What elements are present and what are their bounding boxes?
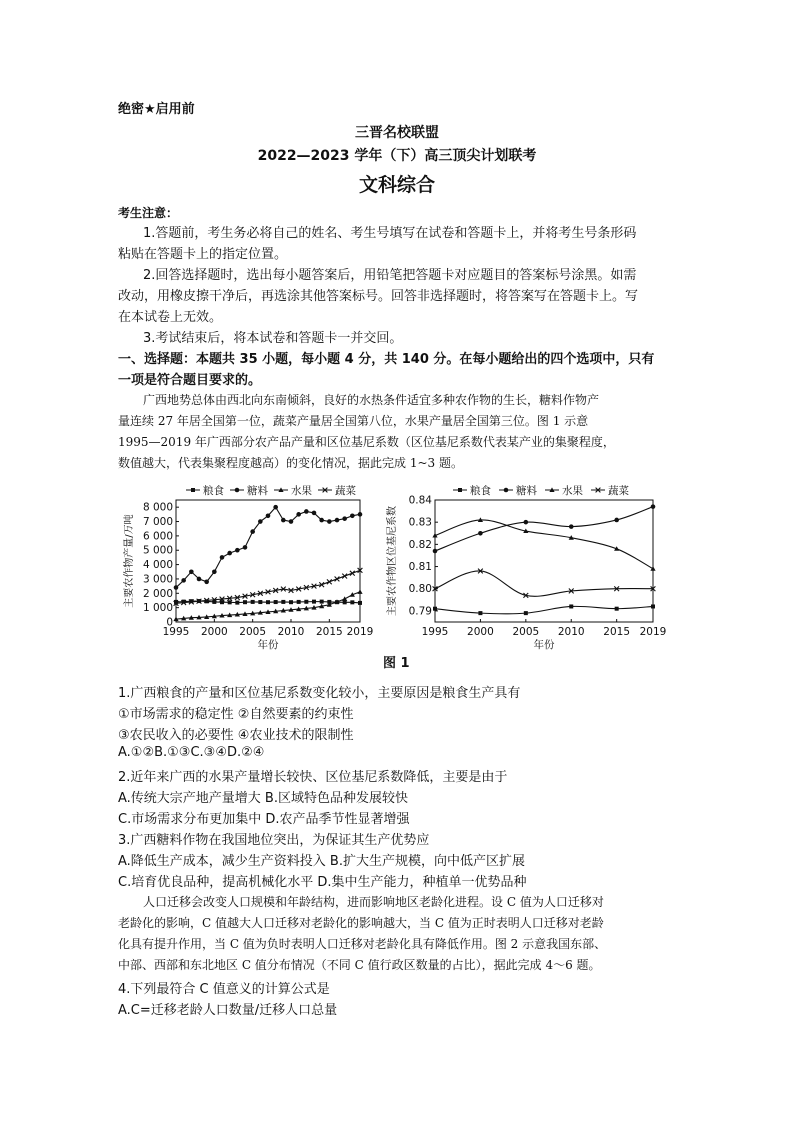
legend-label: 糖料 — [516, 485, 537, 497]
material-line: 人口迁移会改变人口规模和年龄结构，进而影响地区老龄化进程。设 C 值为人口迁移对 — [143, 895, 604, 909]
data-point — [350, 571, 355, 576]
data-point — [289, 600, 293, 604]
y-tick-label: 0.81 — [408, 561, 432, 574]
x-tick-label: 1995 — [162, 626, 190, 638]
x-tick-label: 2010 — [557, 626, 585, 638]
data-point — [266, 513, 271, 518]
legend-label: 水果 — [291, 485, 312, 497]
notice-title: 考生注意： — [118, 206, 179, 220]
data-point — [335, 577, 340, 582]
notice-line: 2.回答选择题时，选出每小题答案后，用铅笔把答题卡对应题目的答案标号涂黑。如需 — [143, 268, 637, 283]
series-line-蔬菜 — [435, 571, 653, 596]
question-stem: 1.广西粮食的产量和区位基尼系数变化较小，主要原因是粮食生产具有 — [118, 686, 521, 701]
series-line-水果 — [176, 592, 360, 619]
question-option: ①市场需求的稳定性 ②自然要素的约束性 — [118, 707, 354, 722]
series-line-水果 — [435, 520, 653, 569]
notice-line: 在本试卷上无效。 — [118, 310, 223, 325]
data-point — [650, 566, 655, 571]
data-point — [258, 600, 262, 604]
data-point — [251, 600, 255, 604]
data-point — [524, 520, 529, 525]
x-tick-label: 2005 — [239, 626, 267, 638]
data-point — [266, 600, 270, 604]
y-axis-label: 主要农作物产量/万吨 — [124, 514, 135, 608]
data-point — [312, 511, 317, 516]
legend-marker — [458, 488, 462, 492]
data-point — [204, 580, 209, 585]
data-point — [297, 600, 301, 604]
y-tick-label: 0.80 — [408, 583, 432, 596]
legend-label: 水果 — [562, 485, 583, 497]
data-point — [243, 600, 247, 604]
legend-label: 蔬菜 — [608, 485, 629, 497]
material-line: 1995—2019 年广西部分农产品产量和区位基尼系数（区位基尼系数代表某产业的集聚程度， — [118, 435, 615, 449]
data-point — [281, 600, 285, 604]
data-point — [312, 600, 316, 604]
x-axis-label: 年份 — [257, 639, 279, 651]
legend-label: 糖料 — [247, 485, 268, 497]
data-point — [243, 545, 248, 550]
gini-chart — [383, 478, 673, 654]
org-title: 三晋名校联盟 — [355, 125, 439, 141]
data-point — [327, 579, 332, 584]
data-point — [258, 519, 263, 524]
data-point — [289, 519, 294, 524]
data-point — [478, 531, 483, 536]
legend-label: 粮食 — [203, 485, 224, 497]
data-point — [189, 569, 194, 574]
section-heading: 一、选择题：本题共 35 小题，每小题 4 分，共 140 分。在每小题给出的四个选项中，只有 — [118, 352, 655, 367]
y-tick-label: 2 000 — [142, 587, 173, 600]
plot-frame — [435, 500, 653, 622]
series-line-粮食 — [435, 606, 653, 613]
production-chart — [120, 478, 374, 654]
legend-label: 蔬菜 — [335, 485, 356, 497]
data-point — [228, 600, 232, 604]
data-point — [569, 604, 573, 608]
notice-line: 粘贴在答题卡上的指定位置。 — [118, 247, 288, 262]
data-point — [319, 518, 324, 523]
data-point — [250, 529, 255, 534]
x-tick-label: 2005 — [512, 626, 540, 638]
question-option: C.培育优良品种，提高机械化水平 D.集中生产能力，种植单一优势品种 — [118, 875, 527, 890]
data-point — [197, 577, 202, 582]
material-line: 化具有提升作用，当 C 值为负时表明人口迁移对老龄化具有降低作用。图 2 示意我国东部、 — [118, 937, 607, 951]
y-tick-label: 3 000 — [142, 573, 173, 586]
data-point — [212, 569, 217, 574]
material-line: 老龄化的影响，C 值越大人口迁移对老龄化的影响越大，当 C 值为正时表明人口迁移对老龄 — [118, 916, 604, 930]
x-tick-label: 2019 — [639, 626, 667, 638]
secret-label: 绝密★启用前 — [118, 102, 195, 117]
data-point — [651, 604, 655, 608]
data-point — [274, 600, 278, 604]
legend-marker — [235, 488, 240, 493]
legend-marker — [504, 488, 509, 493]
y-tick-label: 0.82 — [408, 538, 432, 551]
notice-line: 改动，用橡皮擦干净后，再选涂其他答案标号。回答非选择题时，将答案写在答题卡上。写 — [118, 289, 639, 304]
data-point — [342, 574, 347, 579]
x-axis-label: 年份 — [533, 639, 555, 651]
question-option: C.市场需求分布更加集中 D.农产品季节性显著增强 — [118, 812, 410, 827]
data-point — [614, 518, 619, 523]
data-point — [350, 600, 354, 604]
data-point — [235, 601, 239, 605]
notice-line: 3.考试结束后，将本试卷和答题卡一并交回。 — [143, 331, 403, 346]
data-point — [615, 607, 619, 611]
question-option: A.C=迁移老龄人口数量/迁移人口总量 — [118, 1003, 338, 1018]
legend-label: 粮食 — [470, 485, 491, 497]
figure-caption: 图 1 — [383, 656, 410, 671]
y-tick-label: 0 — [166, 616, 173, 629]
material-line: 量连续 27 年居全国第一位，蔬菜产量居全国第八位，水果产量居全国第三位。图 1 示意 — [118, 414, 589, 428]
data-point — [304, 600, 308, 604]
exam-title: 2022—2023 学年（下）高三顶尖计划联考 — [257, 148, 537, 164]
data-point — [227, 551, 232, 556]
material-line: 数值越大，代表集聚程度越高）的变化情况，据此完成 1~3 题。 — [118, 456, 463, 470]
data-point — [524, 611, 528, 615]
data-point — [181, 578, 186, 583]
data-point — [296, 512, 301, 517]
data-point — [358, 601, 362, 605]
y-tick-label: 7 000 — [142, 516, 173, 529]
data-point — [350, 513, 355, 518]
x-tick-label: 2010 — [277, 626, 305, 638]
y-tick-label: 1 000 — [142, 602, 173, 615]
data-point — [342, 516, 347, 521]
data-point — [335, 518, 340, 523]
x-tick-label: 2000 — [200, 626, 228, 638]
data-point — [357, 589, 362, 594]
question-stem: 2.近年来广西的水果产量增长较快、区位基尼系数降低，主要是由于 — [118, 770, 508, 785]
series-line-蔬菜 — [176, 570, 360, 603]
y-tick-label: 0.83 — [408, 516, 432, 529]
data-point — [273, 505, 278, 510]
data-point — [433, 549, 438, 554]
x-tick-label: 2015 — [603, 626, 631, 638]
data-point — [478, 611, 482, 615]
data-point — [651, 504, 656, 509]
y-tick-label: 0.84 — [408, 494, 432, 507]
data-point — [433, 607, 437, 611]
x-tick-label: 2015 — [315, 626, 343, 638]
question-stem: 3.广西糖料作物在我国地位突出，为保证其生产优势应 — [118, 833, 430, 848]
y-tick-label: 0.79 — [408, 605, 432, 618]
material-line: 中部、西部和东北地区 C 值分布情况（不同 C 值行政区数量的占比），据此完成 4～6 题。 — [118, 958, 601, 972]
data-point — [342, 596, 347, 601]
x-tick-label: 1995 — [421, 626, 449, 638]
question-stem: 4.下列最符合 C 值意义的计算公式是 — [118, 982, 330, 997]
data-point — [235, 548, 240, 553]
data-point — [174, 585, 179, 590]
y-tick-label: 5 000 — [142, 544, 173, 557]
y-axis-label: 主要农作物区位基尼系数 — [387, 506, 398, 616]
x-tick-label: 2000 — [467, 626, 494, 638]
question-option: A.传统大宗产地产量增大 B.区域特色品种发展较快 — [118, 791, 408, 806]
y-tick-label: 4 000 — [142, 559, 173, 572]
y-tick-label: 8 000 — [142, 501, 173, 514]
notice-line: 1.答题前，考生务必将自己的姓名、考生号填写在试卷和答题卡上，并将考生号条形码 — [143, 226, 637, 241]
question-answers: A.①②B.①③C.③④D.②④ — [118, 745, 265, 760]
question-option: A.降低生产成本，减少生产资料投入 B.扩大生产规模，向中低产区扩展 — [118, 854, 525, 869]
data-point — [327, 519, 332, 524]
data-point — [304, 509, 309, 514]
series-line-糖料 — [435, 507, 653, 551]
series-line-糖料 — [176, 507, 360, 587]
question-option: ③农民收入的必要性 ④农业技术的限制性 — [118, 728, 354, 743]
y-tick-label: 6 000 — [142, 530, 173, 543]
data-point — [281, 518, 286, 523]
material-line: 广西地势总体由西北向东南倾斜，良好的水热条件适宜多种农作物的生长，糖料作物产 — [143, 393, 600, 407]
data-point — [320, 600, 324, 604]
subject-title: 文科综合 — [358, 174, 435, 196]
section-heading-cont: 一项是符合题目要求的。 — [118, 373, 262, 388]
legend-marker — [191, 488, 195, 492]
data-point — [358, 512, 363, 517]
x-tick-label: 2019 — [346, 626, 374, 638]
data-point — [569, 524, 574, 529]
data-point — [220, 555, 225, 560]
